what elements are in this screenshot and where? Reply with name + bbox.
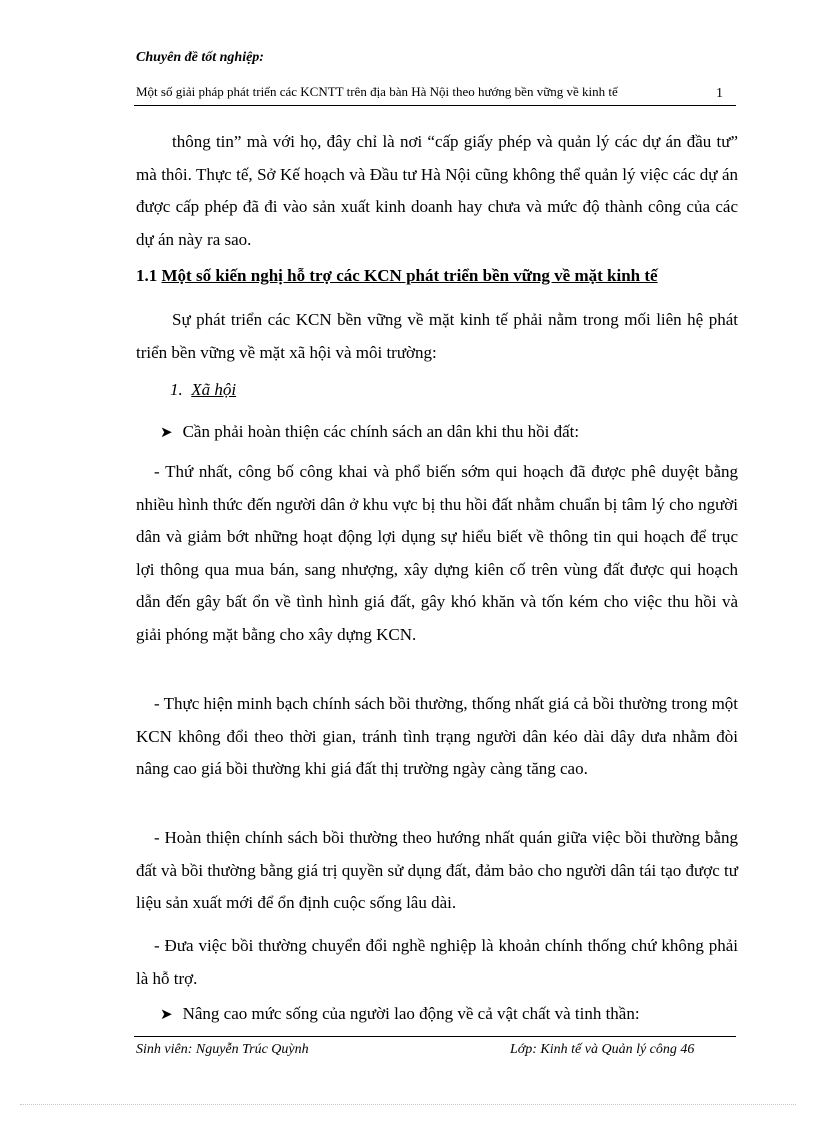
dash-paragraph: - Thực hiện minh bạch chính sách bồi thường, thống nhất giá cả bồi thường trong một KCN không đổi theo thời gian, tránh tình trạng người dân kéo dài dây dưa nhằm đòi nâng cao giá bồi thường khi giá đất thị trường ngày càng tăng cao. (136, 694, 739, 778)
dash-paragraph: - Thứ nhất, công bố công khai và phổ biến sớm qui hoạch đã được phê duyệt bằng nhiều hình thức đến người dân ở khu vực bị thu hồi đất nhằm chuẩn bị tâm lý cho người dân và giảm bớt những hoạt động lợi dụng sự hiểu biết về thông tin qui hoạch để trục lợi thông qua mua bán, sang nhượng, xây dựng kiên cố trên vùng đất được qui hoạch dẫn đến gây bất ổn về tình hình giá đất, gây khó khăn và tốn kém cho việc thu hồi và giải phóng mặt bằng cho xây dựng KCN. (136, 462, 738, 644)
footer-divider (134, 1036, 736, 1037)
list-number: 1. (170, 380, 183, 399)
dash-paragraph: - Hoàn thiện chính sách bồi thường theo hướng nhất quán giữa việc bồi thường bằng đất và bồi thường bằng giá trị quyền sử dụng đất, đảm bảo cho người dân tái tạo được tư liệu sản xuất mới để ổn định cuộc sống lâu dài. (136, 828, 738, 912)
intro-paragraph: thông tin” mà với họ, đây chỉ là nơi “cấp giấy phép và quản lý các dự án đầu tư” mà thôi. Thực tế, Sở Kế hoạch và Đầu tư Hà Nội cũng không thể quản lý việc các dự án được cấp phép đã đi vào sản xuất kinh doanh hay chưa và mức độ thành công của các dự án này ra sao. (136, 132, 738, 249)
page-bottom-edge (20, 1104, 796, 1105)
dash-paragraph: - Đưa việc bồi thường chuyển đổi nghề nghiệp là khoản chính thống chứ không phải là hỗ trợ. (136, 936, 738, 988)
section-title: Một số kiến nghị hỗ trợ các KCN phát triển bền vững về mặt kinh tế (161, 266, 658, 285)
section-intro: Sự phát triển các KCN bền vững về mặt kinh tế phải nằm trong mối liên hệ phát triển bền vững về mặt xã hội và môi trường: (136, 310, 738, 362)
arrow-bullet-icon: ➤ (160, 1007, 173, 1023)
footer-class: Lớp: Kinh tế và Quản lý công 46 (510, 1042, 695, 1057)
header-title: Chuyên đề tốt nghiệp: (136, 50, 264, 65)
header-divider (134, 105, 736, 106)
section-heading (136, 266, 658, 286)
page-number: 1 (716, 86, 723, 101)
footer-student: Sinh viên: Nguyễn Trúc Quỳnh (136, 1042, 309, 1057)
bullet-item (160, 1004, 640, 1024)
list-title: Xã hội (191, 380, 237, 399)
bullet-text: Cần phải hoàn thiện các chính sách an dân khi thu hồi đất: (182, 422, 580, 441)
numbered-list-item (170, 380, 236, 400)
arrow-bullet-icon: ➤ (160, 425, 173, 441)
bullet-item (160, 422, 579, 442)
section-number: 1.1 (136, 266, 158, 285)
header-subtitle: Một số giải pháp phát triển các KCNTT trên địa bàn Hà Nội theo hướng bền vững về kinh tế (136, 84, 618, 99)
bullet-text: Nâng cao mức sống của người lao động về cả vật chất và tinh thần: (182, 1004, 640, 1023)
